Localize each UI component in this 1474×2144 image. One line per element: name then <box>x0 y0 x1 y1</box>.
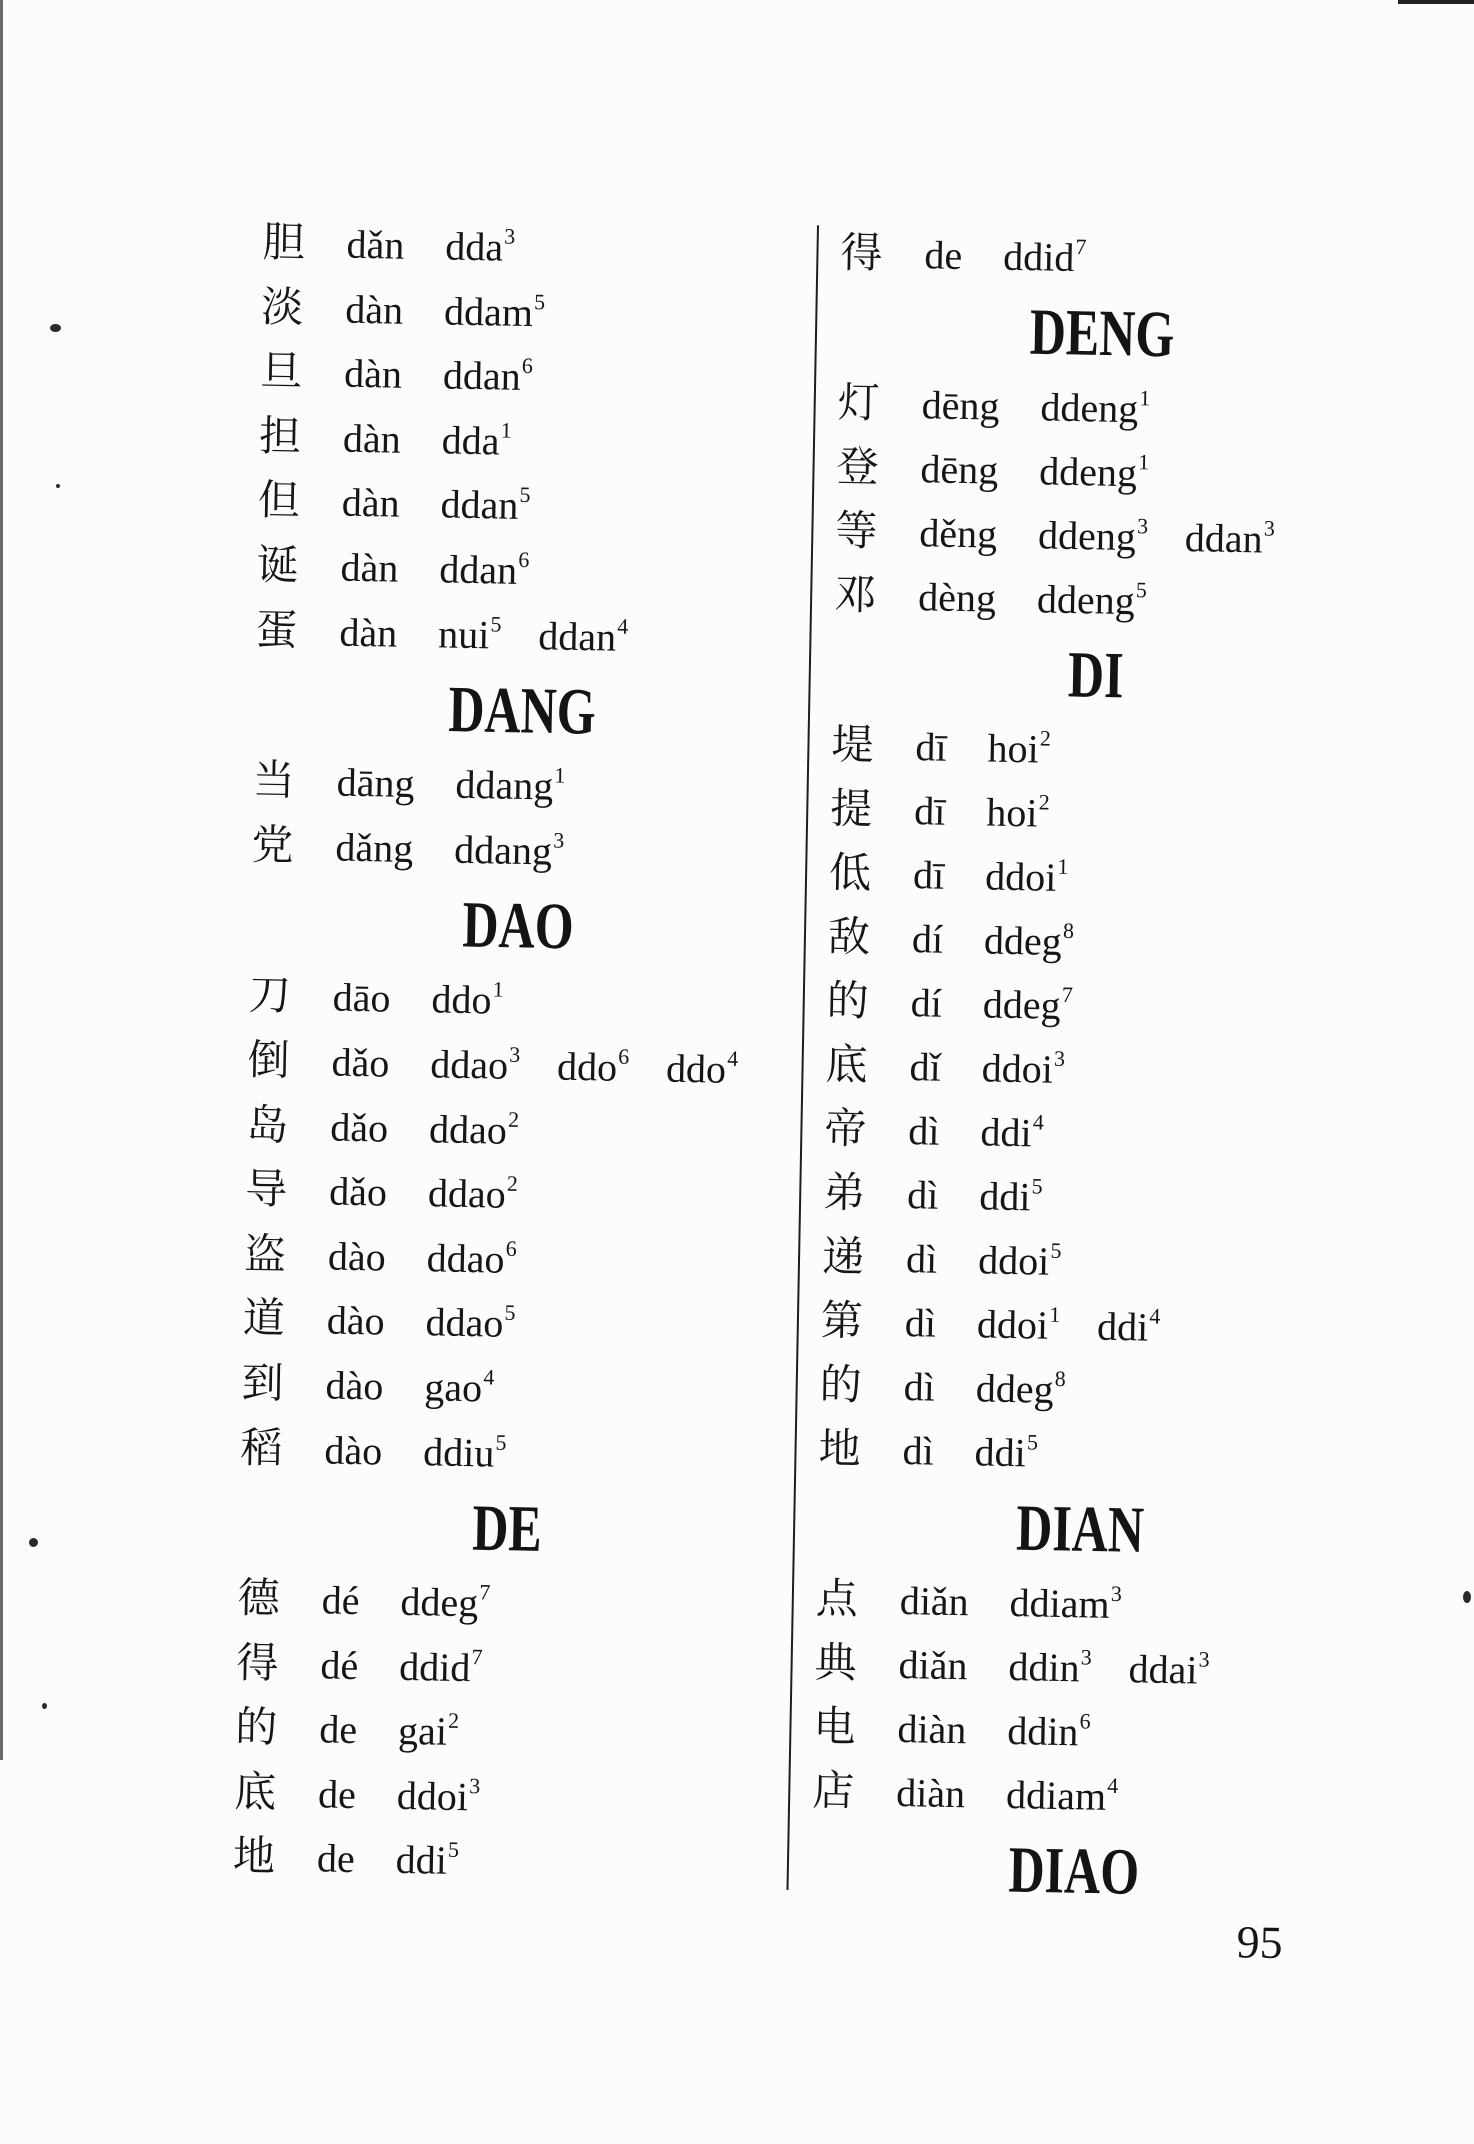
pinyin: dāo <box>332 974 391 1021</box>
section-heading-text: DIAN <box>1015 1490 1145 1567</box>
headword-character: 诞 <box>256 540 300 590</box>
dictionary-entry <box>820 1289 1347 1363</box>
section-heading <box>838 285 1365 381</box>
headword-character: 的 <box>819 1359 863 1410</box>
dictionary-entry <box>257 468 794 542</box>
dialect-reading-text: ddeg <box>975 1365 1055 1412</box>
dialect-reading <box>425 1300 516 1347</box>
pinyin: dī <box>913 788 946 834</box>
dialect-reading-text: ddo <box>556 1043 618 1090</box>
headword-character: 店 <box>811 1765 855 1816</box>
tone-number: 2 <box>447 1708 460 1734</box>
dialect-reading <box>395 1837 459 1883</box>
pinyin: dào <box>326 1297 386 1344</box>
dialect-reading-text: nui <box>437 610 490 657</box>
dialect-reading-text: ddan <box>440 481 519 529</box>
dictionary-entry <box>814 1630 1341 1704</box>
headword-character: 典 <box>814 1637 858 1688</box>
dialect-reading-text: ddeng <box>1037 512 1137 560</box>
dialect-reading <box>399 1644 483 1691</box>
tone-number: 3 <box>1053 1045 1066 1071</box>
dictionary-entry <box>829 841 1356 915</box>
pinyin: dì <box>906 1172 939 1218</box>
dictionary-entry <box>235 1695 772 1769</box>
tone-number: 7 <box>1061 981 1074 1008</box>
headword-character: 盗 <box>243 1228 287 1279</box>
dictionary-entry <box>256 533 793 607</box>
dialect-reading-text: ddan <box>442 352 522 400</box>
headword-character: 到 <box>241 1357 285 1408</box>
tone-number: 4 <box>1107 1772 1119 1799</box>
dictionary-entry <box>826 969 1353 1043</box>
scan-mark <box>1463 1591 1471 1603</box>
headword-character: 堤 <box>831 719 874 770</box>
dialect-reading-text: ddin <box>1006 1708 1079 1755</box>
headword-character: 的 <box>234 1702 278 1752</box>
dialect-reading-text: ddin <box>1008 1644 1081 1691</box>
tone-number: 2 <box>1038 789 1050 815</box>
dialect-reading-text: ddeg <box>400 1578 479 1626</box>
pinyin: de <box>318 1706 358 1753</box>
pinyin: dé <box>321 1577 360 1624</box>
headword-character: 德 <box>237 1572 281 1623</box>
dictionary-entry <box>260 339 797 413</box>
dialect-reading-text: ddao <box>425 1299 504 1347</box>
pinyin: dé <box>320 1642 359 1688</box>
pinyin: dàn <box>344 286 404 333</box>
dialect-reading <box>1040 384 1151 431</box>
dialect-reading-text: ddiam <box>1005 1772 1107 1819</box>
headword-character: 地 <box>818 1423 862 1474</box>
pinyin: dàn <box>339 609 398 656</box>
dialect-reading-text: ddi <box>980 1109 1033 1156</box>
section-heading-text: DI <box>1067 636 1125 712</box>
section-heading <box>249 877 786 973</box>
dialect-reading <box>431 977 504 1023</box>
headword-character: 邓 <box>833 569 877 620</box>
dialect-reading-text: ddoi <box>396 1772 469 1820</box>
tone-number: 4 <box>1032 1109 1045 1135</box>
headword-character: 稻 <box>240 1422 283 1473</box>
dialect-reading-text: ddeng <box>1036 576 1136 624</box>
headword-character: 敌 <box>827 911 871 962</box>
dialect-reading <box>557 1044 630 1090</box>
tone-number: 4 <box>1149 1303 1161 1329</box>
headword-character: 但 <box>257 475 301 526</box>
dialect-reading-text: ddi <box>978 1173 1031 1220</box>
tone-number: 5 <box>1026 1429 1039 1455</box>
dialect-reading-text: ddoi <box>981 1045 1054 1092</box>
tone-number: 5 <box>533 288 546 314</box>
pinyin: dàn <box>343 350 403 397</box>
pinyin: de <box>316 1835 356 1882</box>
pinyin: dí <box>910 980 943 1026</box>
headword-character: 帝 <box>824 1103 867 1154</box>
headword-character: 底 <box>233 1766 277 1817</box>
dialect-reading-text: ddiu <box>422 1428 495 1476</box>
section-heading <box>253 662 790 758</box>
dialect-reading-text: ddoi <box>977 1237 1050 1284</box>
dialect-reading <box>428 1170 519 1217</box>
tone-number: 6 <box>618 1043 630 1069</box>
dialect-reading-text: dda <box>441 417 500 464</box>
dialect-reading <box>977 1301 1061 1348</box>
pinyin: dì <box>905 1236 938 1282</box>
headword-character: 得 <box>236 1637 280 1688</box>
dialect-reading <box>666 1046 739 1092</box>
dialect-reading <box>978 1237 1062 1284</box>
dialect-reading-text: ddan <box>537 612 617 660</box>
pinyin: dī <box>915 724 947 770</box>
dialect-reading <box>1009 1580 1122 1627</box>
dialect-reading-text: hoi <box>985 789 1038 836</box>
tone-number: 8 <box>1062 917 1075 944</box>
dialect-reading-text: ddan <box>438 546 518 593</box>
tone-number: 1 <box>492 976 504 1003</box>
pinyin: dǎo <box>329 1104 389 1151</box>
pinyin: dì <box>902 1428 935 1474</box>
tone-number: 1 <box>1139 385 1151 411</box>
pinyin: diàn <box>895 1769 966 1817</box>
dialect-reading-text: dda <box>444 223 504 270</box>
left-column <box>232 210 799 1899</box>
tone-number: 1 <box>500 417 512 443</box>
dialect-reading-text: ddid <box>1002 233 1075 280</box>
tone-number: 1 <box>1138 449 1150 475</box>
dialect-reading-text: ddi <box>395 1837 448 1884</box>
dialect-reading-text: ddi <box>1096 1303 1149 1350</box>
dialect-reading <box>538 613 629 660</box>
tone-number: 7 <box>1075 234 1087 260</box>
dialect-reading-text: ddan <box>1184 515 1264 562</box>
dialect-reading <box>985 853 1069 900</box>
dialect-reading-text: ddang <box>453 826 553 874</box>
dialect-reading <box>1037 576 1148 623</box>
dialect-reading <box>986 789 1050 835</box>
dialect-reading <box>439 546 530 593</box>
pinyin: diǎn <box>898 1642 968 1689</box>
dialect-reading-text: ddao <box>426 1235 505 1282</box>
pinyin: dí <box>911 916 944 962</box>
tone-number: 6 <box>518 546 530 573</box>
tone-number: 3 <box>1198 1646 1210 1672</box>
section-heading <box>832 627 1359 723</box>
pinyin: dàn <box>340 544 399 591</box>
section-heading-text: DAO <box>461 887 575 964</box>
dialect-reading-text: ddao <box>429 1041 509 1088</box>
headword-character: 岛 <box>245 1099 289 1150</box>
tone-number: 4 <box>727 1045 739 1071</box>
dictionary-page <box>4 0 1420 2015</box>
dialect-reading <box>444 288 546 335</box>
tone-number: 5 <box>1050 1237 1062 1263</box>
tone-number: 8 <box>1054 1365 1067 1392</box>
headword-character: 等 <box>834 505 878 556</box>
dialect-reading <box>984 917 1075 964</box>
dialect-reading <box>1038 512 1149 559</box>
headword-character: 旦 <box>259 346 303 397</box>
dialect-reading <box>979 1173 1043 1219</box>
section-heading <box>816 1481 1343 1577</box>
dialect-reading <box>982 981 1073 1028</box>
pinyin: dào <box>324 1426 383 1474</box>
pinyin: dǐ <box>909 1044 942 1090</box>
dictionary-entry <box>819 1353 1346 1427</box>
dictionary-entry <box>835 499 1362 573</box>
dialect-reading <box>424 1364 495 1410</box>
dialect-reading <box>980 1109 1044 1155</box>
dialect-reading-text: ddeng <box>1040 384 1139 432</box>
dictionary-entry <box>823 1161 1350 1235</box>
tone-number: 2 <box>1039 725 1052 751</box>
dictionary-entry <box>824 1097 1351 1171</box>
dialect-reading-text: ddao <box>428 1105 508 1153</box>
tone-number: 4 <box>483 1364 495 1390</box>
pinyin: dāng <box>336 759 415 807</box>
tone-number: 7 <box>479 1579 491 1605</box>
dictionary-entry <box>232 1824 769 1898</box>
dialect-reading <box>429 1106 520 1153</box>
tone-number: 6 <box>521 353 534 379</box>
dictionary-entry <box>825 1033 1352 1107</box>
pinyin: dēng <box>920 446 999 493</box>
headword-character: 当 <box>252 755 296 805</box>
dialect-reading <box>443 353 534 400</box>
tone-number: 3 <box>469 1773 481 1799</box>
tone-number: 3 <box>1136 513 1149 539</box>
dialect-reading <box>987 725 1051 771</box>
dialect-reading <box>1039 448 1150 495</box>
tone-number: 3 <box>552 827 565 853</box>
section-heading-text: DIAO <box>1007 1832 1140 1909</box>
dictionary-entry <box>245 1157 782 1231</box>
headword-character: 蛋 <box>255 604 298 655</box>
pinyin: dào <box>327 1233 387 1280</box>
pinyin: diàn <box>897 1706 967 1753</box>
dialect-reading-text: ddeg <box>983 917 1063 964</box>
headword-character: 导 <box>244 1164 288 1214</box>
tone-number: 5 <box>495 1429 507 1455</box>
tone-number: 5 <box>1135 577 1148 603</box>
tone-number: 6 <box>505 1235 517 1261</box>
dictionary-entry <box>243 1222 780 1296</box>
section-heading <box>810 1822 1337 1918</box>
dialect-reading <box>1007 1708 1091 1755</box>
dictionary-entry <box>261 275 798 349</box>
tone-number: 5 <box>1031 1173 1043 1199</box>
pinyin: dì <box>903 1364 936 1410</box>
pinyin: dǎo <box>328 1168 388 1215</box>
tone-number: 3 <box>1110 1580 1123 1607</box>
dialect-reading-text: ddoi <box>976 1301 1049 1348</box>
pinyin: dào <box>325 1362 384 1409</box>
tone-number: 7 <box>471 1643 483 1670</box>
dictionary-entry <box>242 1286 779 1360</box>
headword-character: 道 <box>242 1293 286 1344</box>
headword-character: 电 <box>813 1701 856 1752</box>
headword-character: 得 <box>840 227 883 278</box>
tone-number: 1 <box>1057 853 1069 879</box>
headword-character: 底 <box>825 1039 869 1090</box>
tone-number: 5 <box>504 1300 516 1326</box>
dictionary-entry <box>247 1028 784 1102</box>
dictionary-entry <box>262 210 799 284</box>
dictionary-entry <box>241 1351 778 1425</box>
dialect-reading <box>438 611 502 657</box>
dialect-reading-text: ddo <box>431 976 492 1023</box>
dialect-reading <box>430 1041 521 1088</box>
dialect-reading-text: gai <box>397 1708 448 1755</box>
tone-number: 5 <box>490 610 502 637</box>
dictionary-entry <box>258 404 795 478</box>
dialect-reading <box>455 762 566 809</box>
headword-character: 灯 <box>837 377 881 428</box>
headword-character: 登 <box>836 441 880 492</box>
section-heading <box>238 1480 775 1576</box>
pinyin: dàn <box>342 415 402 462</box>
headword-character: 第 <box>820 1295 864 1346</box>
dialect-reading <box>397 1773 481 1820</box>
scan-edge-line <box>1398 0 1474 4</box>
dictionary-entry <box>827 905 1354 979</box>
dictionary-entry <box>234 1760 771 1834</box>
scan-edge-line <box>0 0 3 1760</box>
section-heading-text: DE <box>471 1490 543 1566</box>
dialect-reading-text: ddai <box>1128 1646 1198 1693</box>
headword-character: 递 <box>821 1231 865 1282</box>
headword-character: 胆 <box>262 217 306 267</box>
pinyin: diǎn <box>899 1578 970 1625</box>
dialect-reading-text: ddi <box>974 1429 1027 1476</box>
headword-character: 的 <box>826 975 870 1026</box>
dialect-reading <box>400 1579 491 1626</box>
dialect-reading <box>1184 515 1275 562</box>
tone-number: 3 <box>1080 1644 1093 1670</box>
headword-character: 淡 <box>260 281 304 332</box>
tone-number: 5 <box>447 1837 460 1863</box>
pinyin: dì <box>908 1108 940 1154</box>
dialect-reading-text: hoi <box>987 725 1040 772</box>
pinyin: dǎng <box>335 824 414 871</box>
headword-character: 弟 <box>822 1167 866 1218</box>
pinyin: de <box>924 232 963 278</box>
tone-number: 3 <box>1263 515 1276 541</box>
dialect-reading <box>441 417 512 463</box>
tone-number: 3 <box>509 1041 521 1067</box>
headword-character: 担 <box>258 410 302 461</box>
dialect-reading <box>398 1708 460 1754</box>
dialect-reading <box>974 1429 1038 1475</box>
page-number: 95 <box>1236 1916 1284 1969</box>
dialect-reading-text: ddeg <box>982 981 1062 1028</box>
tone-number: 3 <box>504 223 516 249</box>
dictionary-entry <box>836 435 1363 509</box>
dialect-reading <box>1128 1646 1210 1692</box>
dialect-reading-text: gao <box>424 1364 483 1411</box>
section-heading-text: DANG <box>447 671 597 749</box>
headword-character: 刀 <box>248 970 292 1021</box>
pinyin: dī <box>912 852 945 898</box>
headword-character: 倒 <box>247 1034 291 1085</box>
dialect-reading <box>1003 234 1087 281</box>
tone-number: 1 <box>1049 1301 1061 1327</box>
pinyin: dèng <box>917 574 997 621</box>
dictionary-entry <box>236 1631 773 1705</box>
dialect-reading-text: ddiam <box>1009 1580 1111 1627</box>
right-column <box>810 221 1367 1918</box>
section-heading-text: DENG <box>1029 294 1175 371</box>
headword-character: 提 <box>829 783 873 834</box>
pinyin: dàn <box>341 479 401 527</box>
headword-character: 地 <box>232 1831 276 1882</box>
dictionary-entry <box>813 1694 1340 1768</box>
dialect-reading-text: ddam <box>443 288 534 335</box>
dialect-reading <box>975 1365 1066 1412</box>
dialect-reading <box>981 1045 1065 1092</box>
dialect-reading <box>426 1235 517 1282</box>
pinyin: dǎn <box>346 221 405 268</box>
dictionary-entry <box>830 777 1357 851</box>
tone-number: 4 <box>617 613 629 639</box>
tone-number: 1 <box>554 762 566 788</box>
pinyin: dēng <box>921 382 1000 429</box>
tone-number: 2 <box>506 1170 519 1197</box>
pinyin: děng <box>918 510 998 557</box>
pinyin: de <box>317 1771 357 1817</box>
tone-number: 2 <box>507 1106 520 1132</box>
dictionary-entry <box>822 1225 1349 1299</box>
dialect-reading-text: ddeng <box>1038 448 1138 496</box>
tone-number: 6 <box>1079 1708 1091 1734</box>
dialect-reading <box>423 1429 507 1476</box>
dialect-reading-text: ddoi <box>984 853 1057 900</box>
dialect-reading <box>445 223 516 269</box>
pinyin: dǎo <box>331 1039 390 1086</box>
dialect-reading <box>440 482 531 529</box>
dialect-reading-text: ddid <box>398 1643 471 1690</box>
headword-character: 党 <box>251 819 295 870</box>
dialect-reading <box>1097 1304 1161 1350</box>
dialect-reading-text: ddang <box>455 761 554 809</box>
dialect-reading <box>1008 1644 1092 1691</box>
dialect-reading-text: ddo <box>665 1045 727 1092</box>
pinyin: dì <box>904 1300 937 1346</box>
dialect-reading-text: ddao <box>427 1170 507 1217</box>
dictionary-entry <box>246 1093 783 1167</box>
tone-number: 5 <box>519 482 531 508</box>
headword-character: 低 <box>828 847 872 898</box>
headword-character: 点 <box>815 1573 859 1624</box>
